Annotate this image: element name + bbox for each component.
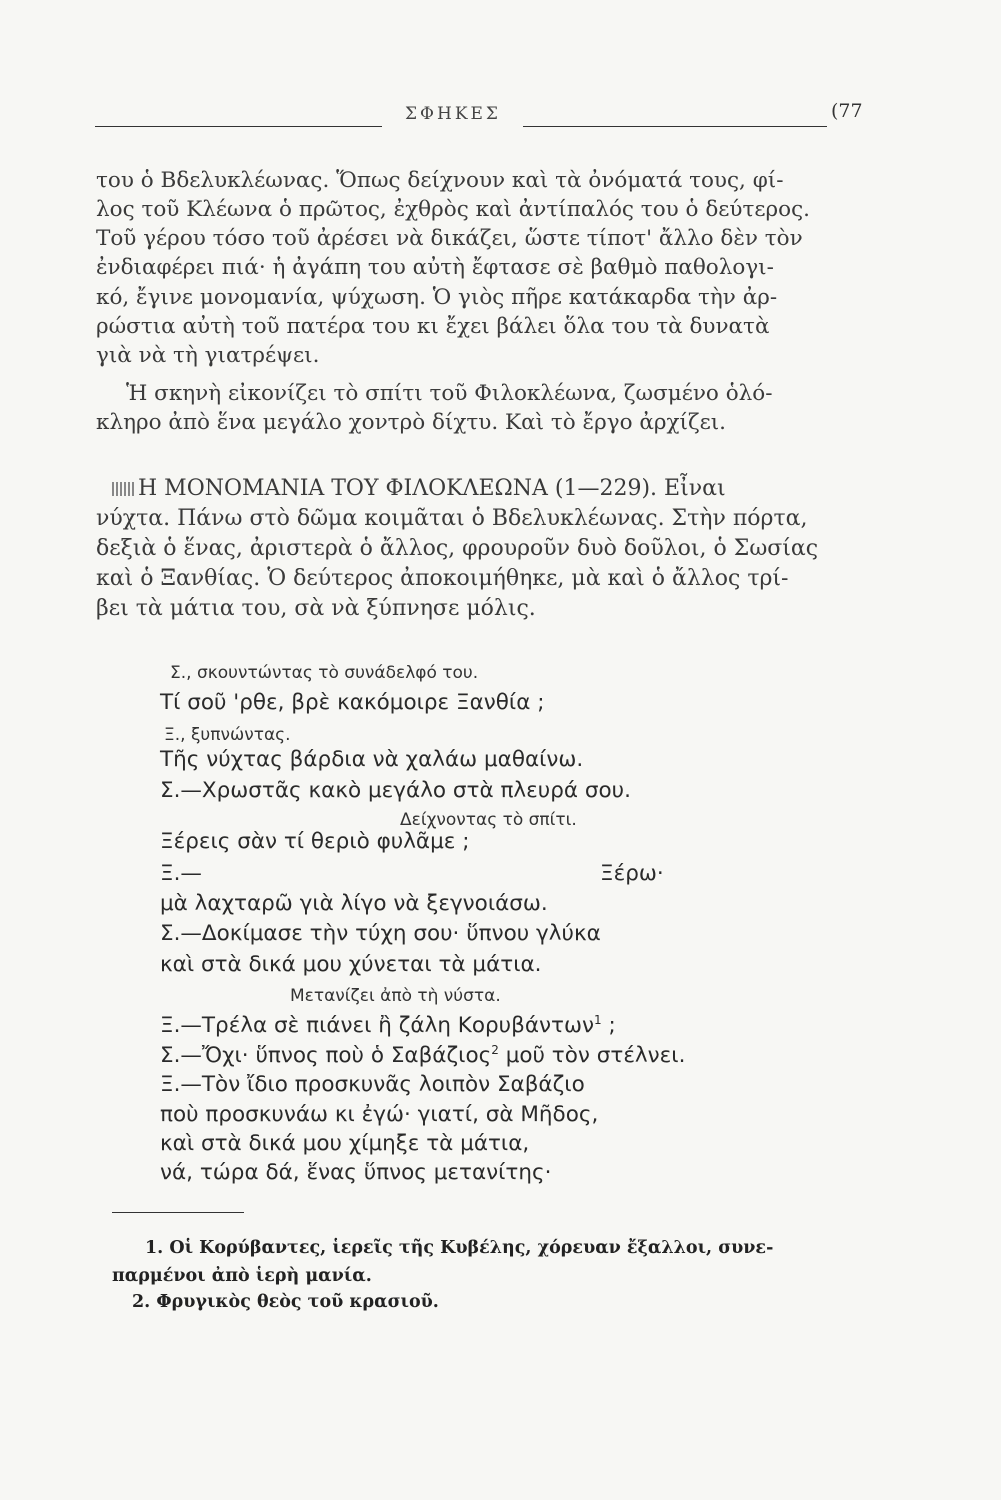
ornament-mark — [112, 482, 136, 496]
text-line: κληρο ἀπὸ ἕνα μεγάλο χοντρὸ δίχτυ. Καὶ τὸ ἔργο ἀρχίζει. — [96, 410, 727, 435]
running-title: ΣΦΗΚΕΣ — [405, 104, 501, 124]
verse-line: καὶ στὰ δικά μου χίμηξε τὰ μάτια, — [160, 1131, 530, 1156]
stage-direction: Μετανίζει ἀπὸ τὴ νύστα. — [290, 986, 501, 1006]
text-line: Τοῦ γέρου τόσο τοῦ ἀρέσει νὰ δικάζει, ὥστε τίποτ' ἄλλο δὲν τὸν — [96, 226, 803, 251]
text-line: ἐνδιαφέρει πιά· ἡ ἀγάπη του αὐτὴ ἔφτασε σὲ βαθμὸ παθολογι- — [96, 255, 774, 280]
text-line: κό, ἔγινε μονομανία, ψύχωση. Ὁ γιὸς πῆρε κατάκαρδα τὴν ἀρ- — [96, 285, 778, 310]
verse-text: Σ.—Ὄχι· ὕπνος ποὺ ὁ Σαβάζιος — [160, 1043, 492, 1069]
text-line: βει τὰ μάτια του, σὰ νὰ ξύπνησε μόλις. — [96, 596, 536, 621]
text-line: γιὰ νὰ τὴ γιατρέψει. — [96, 343, 320, 368]
verse-line: Τῆς νύχτας βάρδια νὰ χαλάω μαθαίνω. — [160, 747, 584, 772]
section-heading-line — [112, 476, 726, 501]
verse-line: Ξέρεις σὰν τί θεριὸ φυλᾶμε ; — [160, 829, 470, 854]
verse-line — [160, 1043, 685, 1068]
footnote: 1. Οἱ Κορύβαντες, ἱερεῖς τῆς Κυβέλης, χόρευαν ἔξαλλοι, συνε- — [145, 1238, 774, 1258]
footnote: παρμένοι ἀπὸ ἱερὴ μανία. — [112, 1266, 372, 1286]
footnote-ref: 2 — [491, 1043, 499, 1057]
header-rule-right — [523, 126, 827, 127]
verse-line — [160, 1013, 616, 1038]
text-line: ρώστια αὐτὴ τοῦ πατέρα του κι ἔχει βάλει ὅλα του τὰ δυνατὰ — [96, 314, 770, 339]
text-line: Ἡ σκηνὴ εἰκονίζει τὸ σπίτι τοῦ Φιλοκλέωνα, ζωσμένο ὁλό- — [126, 381, 773, 406]
verse-line: Ξ.—Τὸν ἴδιο προσκυνᾶς λοιπὸν Σαβάζιο — [160, 1072, 585, 1097]
stage-direction: Δείχνοντας τὸ σπίτι. — [400, 810, 577, 830]
page-header — [95, 96, 863, 136]
verse-line: καὶ στὰ δικά μου χύνεται τὰ μάτια. — [160, 952, 542, 977]
footnote-ref: 1 — [593, 1013, 602, 1027]
verse-line: μὰ λαχταρῶ γιὰ λίγο νὰ ξεγνοιάσω. — [160, 891, 548, 916]
verse-line: Ξέρω· — [600, 861, 664, 886]
verse-text: ; — [601, 1013, 616, 1039]
text-line: δεξιὰ ὁ ἕνας, ἀριστερὰ ὁ ἄλλος, φρουροῦν δυὸ δοῦλοι, ὁ Σωσίας — [96, 536, 819, 561]
text-line: του ὁ Βδελυκλέωνας. Ὅπως δείχνουν καὶ τὰ ὀνόματά τους, φί- — [96, 168, 784, 193]
verse-line: Τί σοῦ 'ρθε, βρὲ κακόμοιρε Ξανθία ; — [160, 690, 545, 715]
footnote: 2. Φρυγικὸς θεὸς τοῦ κρασιοῦ. — [132, 1292, 439, 1312]
text-line: λος τοῦ Κλέωνα ὁ πρῶτος, ἐχθρὸς καὶ ἀντίπαλός του ὁ δεύτερος. — [96, 197, 810, 222]
verse-line: νά, τώρα δά, ἕνας ὕπνος μετανίτης· — [160, 1160, 552, 1185]
page-number: (77 — [831, 100, 863, 122]
verse-line: ποὺ προσκυνάω κι ἐγώ· γιατί, σὰ Μῆδος, — [160, 1102, 599, 1127]
verse-line: Σ.—Δοκίμασε τὴν τύχη σου· ὕπνου γλύκα — [160, 921, 601, 946]
verse-line: Σ.—Χρωστᾶς κακὸ μεγάλο στὰ πλευρά σου. — [160, 778, 631, 803]
footnote-rule — [112, 1212, 244, 1213]
stage-direction: Σ., σκουντώντας τὸ συνάδελφό του. — [170, 663, 479, 683]
text-line: νύχτα. Πάνω στὸ δῶμα κοιμᾶται ὁ Βδελυκλέωνας. Στὴν πόρτα, — [96, 506, 808, 531]
verse-text: Ξ.—Τρέλα σὲ πιάνει ἢ ζάλη Κορυβάντων — [160, 1013, 594, 1039]
stage-direction: Ξ., ξυπνώντας. — [164, 725, 291, 745]
verse-text: μοῦ τὸν στέλνει. — [498, 1043, 686, 1069]
section-heading: Η ΜΟΝΟΜΑΝΙΑ ΤΟΥ ΦΙΛΟΚΛΕΩΝΑ (1—229). Εἶναι — [138, 476, 726, 501]
verse-speaker: Ξ.— — [160, 861, 202, 886]
header-rule-left — [95, 126, 382, 127]
text-line: καὶ ὁ Ξανθίας. Ὁ δεύτερος ἀποκοιμήθηκε, μὰ καὶ ὁ ἄλλος τρί- — [96, 566, 789, 591]
